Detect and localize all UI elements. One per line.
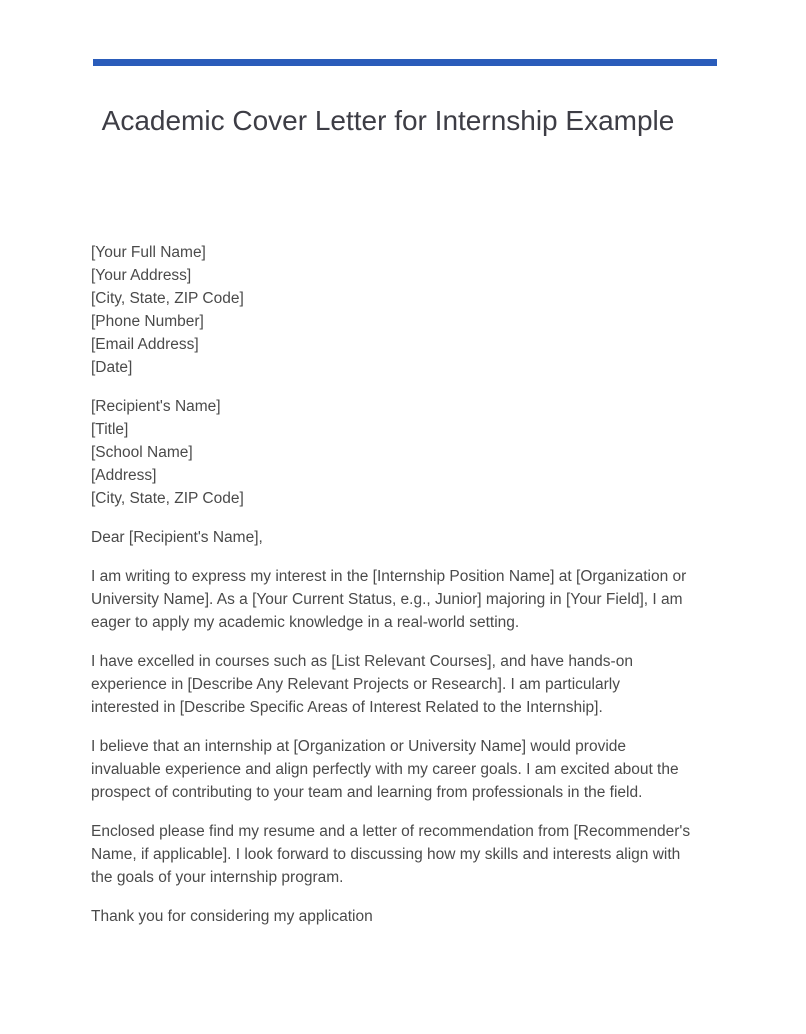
letter-body <box>91 241 691 944</box>
recipient-city-state-zip: [City, State, ZIP Code] <box>91 490 244 507</box>
sender-phone: [Phone Number] <box>91 313 204 330</box>
recipient-school: [School Name] <box>91 444 193 461</box>
sender-email: [Email Address] <box>91 336 199 353</box>
closing-line: Thank you for considering my application <box>91 908 373 925</box>
sender-city-state-zip: [City, State, ZIP Code] <box>91 290 244 307</box>
sender-address-block <box>91 241 691 379</box>
body-paragraph-2: I have excelled in courses such as [List Relevant Courses], and have hands-on experience in [Describe Any Relevant Projects or Research]. I am particularly interested in [Describe Specific Areas of Interest Related to the Internship]. <box>91 653 633 716</box>
document-title: Academic Cover Letter for Internship Example <box>101 105 675 136</box>
body-paragraph-4: Enclosed please find my resume and a letter of recommendation from [Recommender's Name, if applicable]. I look forward to discussing how my skills and interests align with the goals of your internship program. <box>91 823 691 886</box>
body-paragraph-3: I believe that an internship at [Organization or University Name] would provide invaluable experience and align perfectly with my career goals. I am excited about the prospect of contributing to your team and learning from professionals in the field. <box>91 738 679 801</box>
sender-address: [Your Address] <box>91 267 192 284</box>
salutation: Dear [Recipient's Name], <box>91 529 263 546</box>
header-accent-bar <box>93 59 717 66</box>
body-paragraph-1: I am writing to express my interest in the [Internship Position Name] at [Organization or University Name]. As a [Your Current Status, e.g., Junior] majoring in [Your Field], I am eager to apply my academic knowledge in a real-world setting. <box>91 568 687 631</box>
sender-full-name: [Your Full Name] <box>91 244 206 261</box>
letter-date: [Date] <box>91 359 133 376</box>
recipient-name: [Recipient's Name] <box>91 398 221 415</box>
recipient-address-block <box>91 395 691 510</box>
recipient-title: [Title] <box>91 421 129 438</box>
recipient-address: [Address] <box>91 467 157 484</box>
